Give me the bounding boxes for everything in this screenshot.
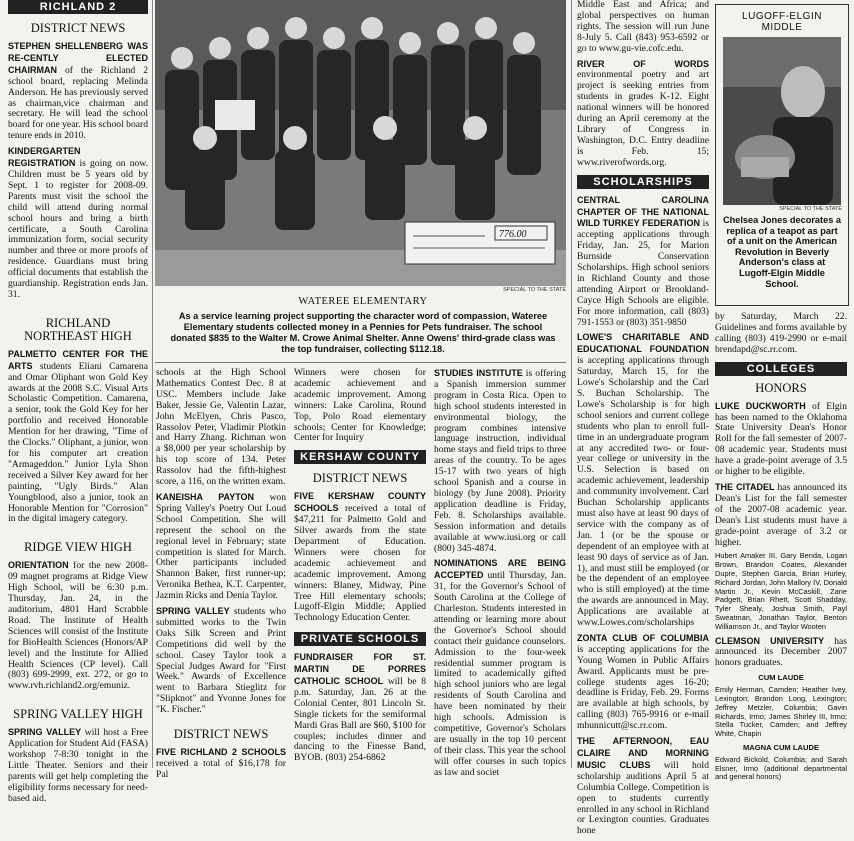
article-river-of-words: RIVER OF WORDS environmental poetry and art project is seeking entries from students in grades K-12. Eight national winners will be honored during an April ceremony at the Library of Congress in Washington, D.C. Entry deadline is Feb. 15; www.riverofwords.org. — [577, 58, 709, 168]
section-banner-private: PRIVATE SCHOOLS — [294, 632, 426, 646]
article-costa-rica: STUDIES INSTITUTE is offering a Spanish immersion summer program in Costa Rica. Open to high school students interested in environmental biology, the program combines intensive language instruction, individual home stays and field trips to three areas of the country. To be ages 15-17 with two years of high school Spanish and a course in biology (by June 2008). Priority application deadline is Friday, Feb. 8. Scholarships available. Session information and details available at www.iusi.org or call (800) 345-4874. — [434, 368, 566, 554]
article-st-martin: FUNDRAISER FOR ST. MARTIN DE PORRES CATHOLIC SCHOOL will be 8 p.m. Saturday, Jan. 26 at the Colonial Center, 801 Lincoln St. Single tickets for the semiformal Mardi Gras Ball are $60, $100 for couples; includes dinner and dancing to the Finesse Band, BYOB. (803) 254-6862 — [294, 652, 426, 764]
column-3 — [294, 368, 426, 768]
heading-district-news-3: DISTRICT NEWS — [312, 471, 408, 486]
article-lowes: LOWE'S CHARITABLE AND EDUCATIONAL FOUNDATION is accepting applications through Saturday, March 15, for the Lowe's Scholarship and the Carl S. Buchan Scholarship. The Lowe's Scholarship is for high school seniors and current college students who plan to enroll full-time in an undergraduate program at any accredited two- or four-year college or university in the U.S. Selection is based on academic achievement, leadership and community involvement. Carl Buchan Scholarship applicants must also have at least 90 days of service with the company as of Jan. 1 (or be the spouse or dependent of an employee with at least 90 days of service as of Jan. 1), and must still be employed (or be the dependent of an employee who is still employed) at the time the awards are announced in May. Applications are available at www.Lowes.com/scholarships — [577, 332, 709, 629]
heading-district-news-2: DISTRICT NEWS — [173, 727, 269, 742]
heading-district-news: DISTRICT NEWS — [30, 21, 126, 35]
heading-magna-cum-laude: MAGNA CUM LAUDE — [742, 742, 820, 752]
teapot-caption: Chelsea Jones decorates a replica of a teapot as part of a unit on the American Revolution in Beverly Anderson's class at Lugoff-Elgin Middle School. — [723, 215, 841, 289]
heading-ridge-view: RIDGE VIEW HIGH — [24, 540, 132, 555]
article-winners: Winners were chosen for academic achievement and academic improvement. Among winners: Lake Carolina, Round Top, Polo Road elementary schools; Center for Knowledge; Center for Inquiry — [294, 367, 426, 444]
article-fasa: SPRING VALLEY will host a Free Application for Student Aid (FASA) workshop 7-8:30 tonight in the Little Theater. Seniors and their parents will get help completing the eligibility forms necessary for need-based aid. — [8, 727, 148, 804]
article-music-deadline: by Saturday, March 22. Guidelines and forms available by calling (803) 419-2990 or e-mail brendapd@sc.rr.com. — [715, 311, 847, 355]
column-6 — [715, 312, 847, 786]
column-4 — [434, 368, 566, 783]
column-5 — [577, 0, 709, 841]
article-shellenberg: STEPHEN SHELLENBERG WAS RE-CENTLY ELECTED CHAIRMAN of the Richland 2 school board, replacing Melinda Anderson. He has previously served as chairman,vice chairman and secretary. He will lead the school board for one year. His school board tenure ends in 2010. — [8, 41, 148, 142]
caption-title: WATEREE ELEMENTARY — [298, 296, 428, 307]
box-title: LUGOFF-ELGIN MIDDLE — [742, 11, 822, 33]
article-music-clubs: THE AFTERNOON, EAU CLAIRE AND MORNING MUSIC CLUBS will hold scholarship auditions April 5 at Columbia College. Competition is open to students currently enrolled in any school in Richland or Lexington counties. Graduates hone — [577, 736, 709, 837]
article-silk-screen: SPRING VALLEY students who submitted works to the Twin Oaks Silk Screen and Print Competitions did well by the school. Casey Taylor took a Special Judges Award for "First Week." Awards of Excellence went to Barbara Stieglitz for "Slipknot" and Yvonne Jones for "K. Fischer." — [156, 606, 286, 716]
wateree-photo — [155, 0, 566, 286]
article-governors-school: NOMINATIONS ARE BEING ACCEPTED until Thursday, Jan. 31, for the Governor's School of South Carolina at the College of Charleston. Students interested in attending or learning more about the Governor's School should contact their guidance counselors. Admission to the four-week residential summer program is limited to academically gifted high school juniors who are legal residents of South Carolina and have been nominated by their high schools. Admission is competitive, Governor's Scholars are usually in the top 10 percent of their class. This year the school will offer courses in such topics as law and societ — [434, 558, 566, 778]
column-divider — [152, 0, 153, 768]
students-group-image — [155, 0, 566, 286]
heading-spring-valley: SPRING VALLEY HIGH — [13, 707, 143, 722]
section-banner-richland2: RICHLAND 2 — [8, 0, 148, 14]
article-wild-turkey: CENTRAL CAROLINA CHAPTER OF THE NATIONAL WILD TURKEY FEDERATION is accepting applications through Friday, Jan. 25, for Marion Burnside Conservation Scholarships. High school seniors in Richland County and those attending Airport or Brookland-Cayce High Schools are eligible. For more information, call (803) 791-1553 or (803) 351-9850 — [577, 194, 709, 328]
citadel-names: Hubert Amaker III, Gary Benda, Logan Brown, Brandon Coates, Alexander Dupre, Stephen Garcia, Brian Hurley, Richard Jordan, John Mallory IV, Donald Martin Jr., Kevin McCaskill, Zane Padgett, Brian Rhett, Scott Shadday, Tyler Shealy, Joshua Smith, Payl Sweatman, Jonathan Taylor, Benton Williamson Jr., and Taylor Wooten — [715, 551, 848, 631]
section-banner-kershaw: KERSHAW COUNTY — [294, 450, 426, 464]
article-poetry: KANEISHA PAYTON won Spring Valley's Poetry Out Loud School Competition. She will represent the school on the regional level in February; state competition is slated for March. Other participants included Shannon Baker, first runner-up; Veronika Bethea, K.T. Carpenter, Jazmin Ricks and Denia Taylor. — [156, 491, 286, 602]
article-citadel: THE CITADEL has announced its Dean's List for the fall semester of the 2007-08 academic year. Dean's List students must have a grade-point average of 3.2 or higher. — [715, 481, 847, 548]
divider-under-caption — [155, 362, 566, 363]
article-clemson: CLEMSON UNIVERSITY has announced its December 2007 honors graduates. — [715, 635, 848, 669]
article-palmetto-arts: PALMETTO CENTER FOR THE ARTS students Eliani Camarena and Omar Oliphant won Gold Key awards at the 2008 S.C. Visual Arts Scholastic Competition. Camarena, a senior, took the Gold Key for her portfolio and received Honorable Mention for her drawing, "Time of the Clocks." Oliphant, a junior, won for his computer art creation "Armageddon." Junior Lyla Shon received a Silver Key award for her painting, "Ugly Birds." Alan Youngblood, also a junior, took an Honorable Mention for "Corrosion" in the digital imagery category. — [8, 348, 148, 525]
column-2 — [156, 368, 286, 785]
article-kindergarten: KINDERGARTEN REGISTRATION is going on now. Children must be 5 years old by Sept. 1 to register for 2008-09. Parents must visit the school the child will attend during normal school hours and bring a birth certificate, a South Carolina immunization form, social security number and three or more proofs of residence. Guardians must bring official documents that establish the guardianship. Registration ends Jan. 31. — [8, 146, 148, 300]
article-orientation: ORIENTATION for the new 2008-09 magnet programs at Ridge View High School, will be 6:30 p.m. Thursday, Jan. 24, in the auditorium, 4801 Hard Scrabble Road. The Institute of Health Sciences will consist of the Institute for BioHealth Sciences (Honors/AP level) and the Institute for Allied Health Sciences (CP level). Call (803) 699-2999, ext. 272, or go to www.rvh.richland2.org/emuniz. — [8, 560, 148, 692]
lugoff-elgin-box — [715, 4, 849, 306]
article-math-contest: schools at the High School Mathematics Contest Dec. 8 at USC. Members include Jake Baker, Jessie Ge, Valentin Lazar, John McElyen, Chris Pasco, Rassolov Peter, Vladimir Plotkin and Harry Zhang. Richman won a $8,000 per year scholarship by his top score of 134. Peter Rassolov had the fifth-highest score, a 116, on the written exam. — [156, 367, 286, 488]
article-zonta: ZONTA CLUB OF COLUMBIA is accepting applications for the Young Women in Public Affairs Award. Applicants must be pre-college students ages 16-20; deadline is Friday, Feb. 29. Forms are available at high schools, by calling (803) 765-9916 or e-mail mhunnicutt@sc.rr.com. — [577, 632, 709, 732]
column-divider-2 — [571, 0, 572, 768]
check-amount: 776.00 — [499, 229, 527, 240]
magna-cum-laude-names: Edward Bickold, Columbia; and Sarah Elsner, Irmo (additional departmental and general honors) — [715, 754, 847, 782]
article-global: Middle East and Africa; and global perspectives on human rights. The session will run June 8-July 5. Call (843) 953-6592 or go to www.gu-vie.cofc.edu. — [577, 0, 709, 54]
photo-caption — [168, 296, 558, 355]
teapot-photo-credit: SPECIAL TO THE STATE — [779, 206, 842, 212]
photo-credit: SPECIAL TO THE STATE — [503, 287, 566, 293]
cum-laude-names: Emily Herman, Camden; Heather Ivey, Lexington; Brandon Long, Lexington; Jeffrey Metzler, Columbia; Gavin Richards, Irmo; James Shirley III, Irmo; Stella Tucker, Camden; and Jeffrey White, Chapin — [715, 685, 847, 739]
column-richland2 — [8, 0, 148, 809]
teapot-photo — [723, 37, 841, 205]
section-banner-scholarships: SCHOLARSHIPS — [577, 175, 709, 189]
section-banner-colleges: COLLEGES — [715, 362, 847, 376]
article-palmetto-gold: FIVE RICHLAND 2 SCHOOLS received a total of $16,178 for Pal — [156, 747, 286, 780]
heading-cum-laude: CUM LAUDE — [758, 673, 804, 683]
article-kershaw-awards: FIVE KERSHAW COUNTY SCHOOLS received a total of $47,211 for Palmetto Gold and Silver awards from the state Department of Education. Winners were chosen for academic achievement and academic improvement. Among winners: Blaney, Midway, Pine Tree Hill elementary schools; Lugoff-Elgin Middle; Applied Technology Education Center. — [294, 491, 426, 624]
heading-honors: HONORS — [755, 380, 807, 395]
article-duckworth: LUKE DUCKWORTH of Elgin has been named to the Oklahoma State University Dean's Honor Roll for the fall semester of 2007-08 academic year. Students must have a grade-point average of 3.5 or higher to be eligible. — [715, 400, 848, 478]
caption-body: As a service learning project supporting the character word of compassion, Wateree Elementary students collected money in a Pennies for Pets fundraiser. The school donated $835 to the Walter M. Crowe Animal Shelter. Anne Owens' third-grade class was the top fundraiser, collecting $112.18. — [170, 311, 556, 354]
heading-richland-northeast: RICHLAND NORTHEAST HIGH — [24, 315, 132, 343]
